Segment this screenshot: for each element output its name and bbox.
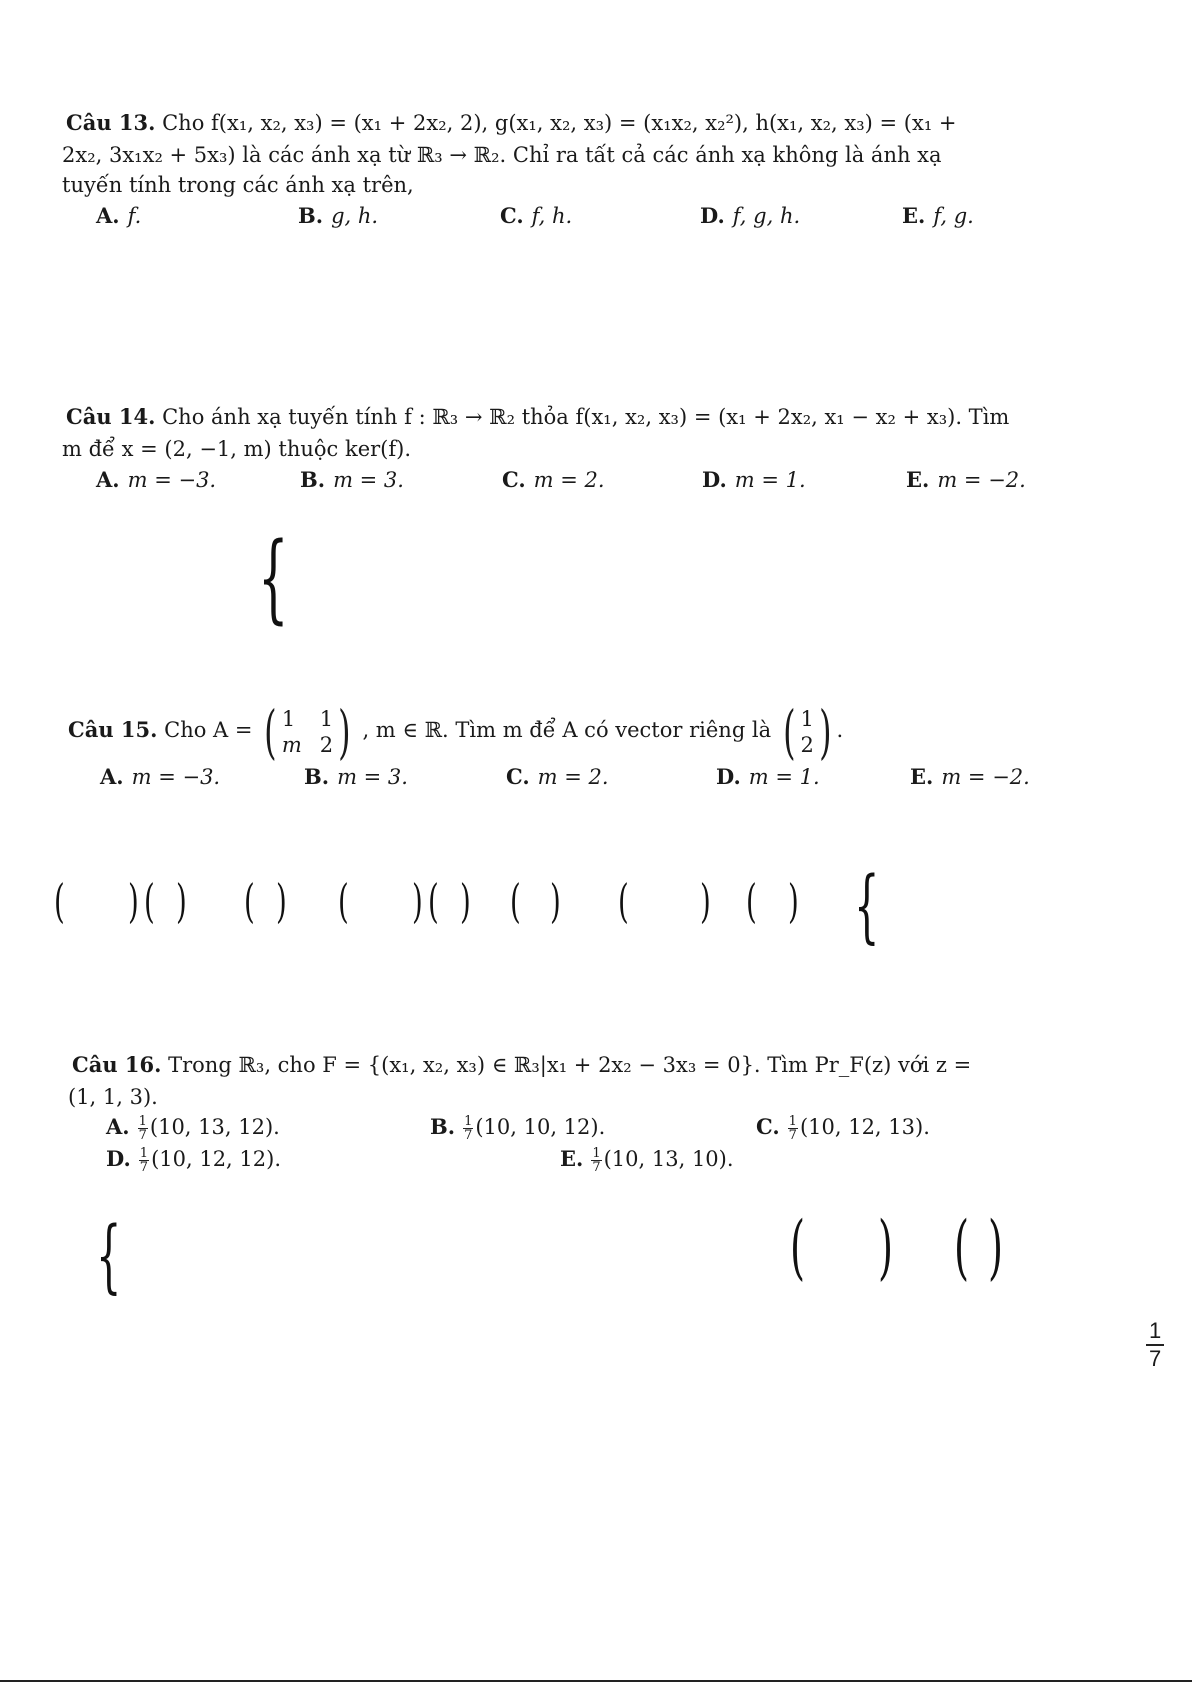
- q14-option-b[interactable]: B. m = 3.: [300, 467, 404, 492]
- page-fraction: 1 7: [1146, 1318, 1164, 1372]
- paren-mark-18: ): [878, 1206, 894, 1288]
- paren-mark-14: ): [700, 874, 711, 928]
- q13-option-b[interactable]: B. g, h.: [298, 203, 379, 228]
- q13-line-3: tuyến tính trong các ánh xạ trên,: [62, 173, 414, 197]
- paren-mark-7: (: [338, 874, 349, 928]
- q16-option-d[interactable]: D. $\frac{1}{7}$ (10, 12, 12).: [106, 1146, 281, 1175]
- q15-option-a[interactable]: A. m = −3.: [100, 764, 221, 789]
- paren-mark-10: ): [460, 874, 471, 928]
- paren-mark-13: (: [618, 874, 629, 928]
- q14-option-d[interactable]: D. m = 1.: [702, 467, 806, 492]
- bottom-rule: [0, 1680, 1192, 1682]
- paren-mark-4: ): [176, 874, 187, 928]
- q14-option-e[interactable]: E. m = −2.: [906, 467, 1026, 492]
- paren-mark-9: (: [428, 874, 439, 928]
- q13-line-1: Câu 13. Cho f(x₁, x₂, x₃) = (x₁ + 2x₂, 2), g(x₁, x₂, x₃) = (x₁x₂, x₂²), h(x₁, x₂, x₃) = (x₁ +: [66, 110, 957, 135]
- q16-line-2: (1, 1, 3).: [68, 1085, 158, 1109]
- paren-mark-5: (: [244, 874, 255, 928]
- left-brace-mark: {: [854, 859, 880, 952]
- paren-mark-12: ): [550, 874, 561, 928]
- eigen-vector: ( 1 2 ): [782, 697, 832, 766]
- q14-line-1: Câu 14. Cho ánh xạ tuyến tính f : ℝ₃ → ℝ₂ thỏa f(x₁, x₂, x₃) = (x₁ + 2x₂, x₁ − x₂ + x₃). Tìm: [66, 404, 1010, 429]
- paren-mark-2: ): [128, 874, 139, 928]
- q13-option-c[interactable]: C. f, h.: [500, 203, 573, 228]
- paren-mark-16: ): [788, 874, 799, 928]
- q14-option-c[interactable]: C. m = 2.: [502, 467, 605, 492]
- paren-mark-1: (: [54, 874, 65, 928]
- paren-mark-3: (: [144, 874, 155, 928]
- q13-option-a[interactable]: A. f.: [96, 203, 142, 228]
- q14-option-a[interactable]: A. m = −3.: [96, 467, 217, 492]
- q14-line-2: m để x = (2, −1, m) thuộc ker(f).: [62, 437, 412, 461]
- left-brace-mark: {: [258, 522, 289, 634]
- q15-line-1: Câu 15. Cho A = ( 1 1 m 2 ) , m ∈ ℝ. Tìm m để A có vector riêng là ( 1 2 ) .: [68, 697, 844, 766]
- matrix-a: ( 1 1 m 2 ): [264, 697, 351, 766]
- q16-option-a[interactable]: A. $\frac{1}{7}$ (10, 13, 12).: [106, 1114, 280, 1143]
- paren-mark-8: ): [412, 874, 423, 928]
- q13-line-2: 2x₂, 3x₁x₂ + 5x₃) là các ánh xạ từ ℝ₃ → ℝ₂. Chỉ ra tất cả các ánh xạ không là ánh xạ: [62, 143, 942, 167]
- paren-mark-11: (: [510, 874, 521, 928]
- paren-mark-20: ): [988, 1206, 1004, 1288]
- q15-option-d[interactable]: D. m = 1.: [716, 764, 820, 789]
- q13-option-d[interactable]: D. f, g, h.: [700, 203, 801, 228]
- left-brace-mark: {: [96, 1209, 122, 1302]
- q15-option-b[interactable]: B. m = 3.: [304, 764, 408, 789]
- q15-option-c[interactable]: C. m = 2.: [506, 764, 609, 789]
- q13-option-e[interactable]: E. f, g.: [902, 203, 974, 228]
- q16-option-b[interactable]: B. $\frac{1}{7}$ (10, 10, 12).: [430, 1114, 606, 1143]
- paren-mark-19: (: [954, 1206, 970, 1288]
- paren-mark-15: (: [746, 874, 757, 928]
- q16-line-1: Câu 16. Trong ℝ₃, cho F = {(x₁, x₂, x₃) ∈ ℝ₃|x₁ + 2x₂ − 3x₃ = 0}. Tìm Pr_F(z) với z =: [72, 1052, 972, 1077]
- paren-mark-6: ): [276, 874, 287, 928]
- q15-option-e[interactable]: E. m = −2.: [910, 764, 1030, 789]
- q16-option-e[interactable]: E. $\frac{1}{7}$ (10, 13, 10).: [560, 1146, 734, 1175]
- q16-option-c[interactable]: C. $\frac{1}{7}$ (10, 12, 13).: [756, 1114, 930, 1143]
- paren-mark-17: (: [790, 1206, 806, 1288]
